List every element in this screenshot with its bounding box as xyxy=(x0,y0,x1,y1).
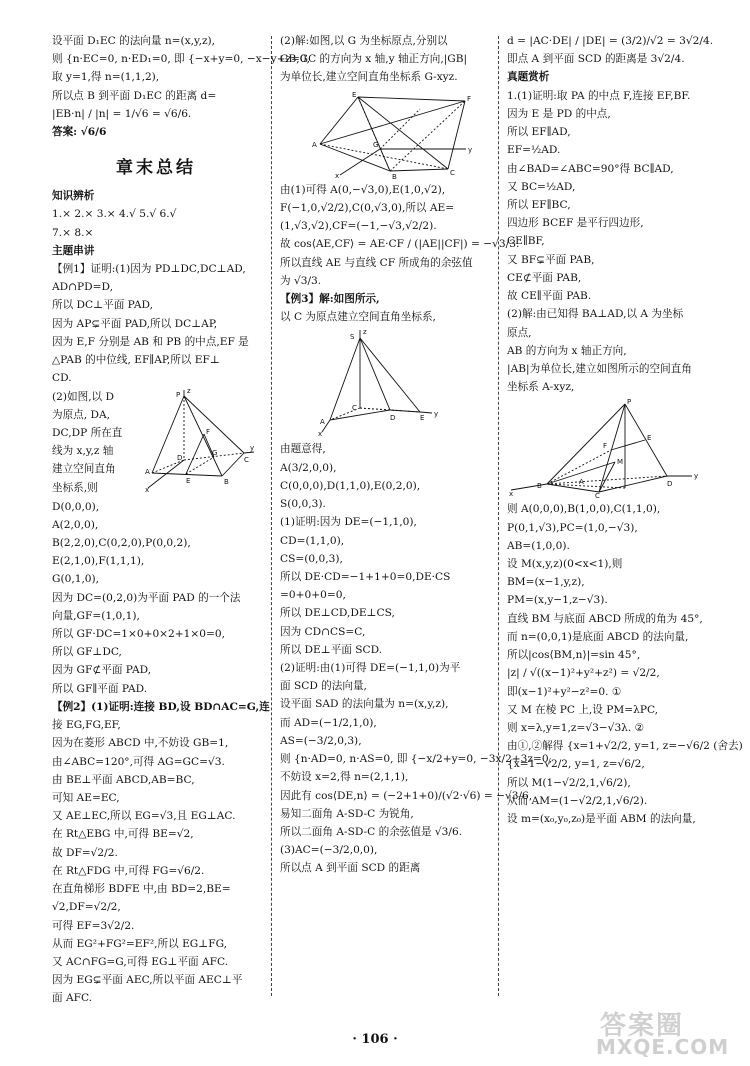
watermark-url: MXQE.COM xyxy=(596,1035,730,1059)
text-line: BM=(x−1,y,z), xyxy=(507,576,585,589)
text-line: 即(x−1)²+y²−z²=0. ① xyxy=(507,685,622,698)
svg-text:C: C xyxy=(352,404,357,413)
text-line: 故 DF=√2/2. xyxy=(52,846,118,859)
text-line: 1.× 2.× 3.× 4.√ 5.√ 6.√ xyxy=(52,208,177,221)
svg-text:A: A xyxy=(312,140,317,149)
text-line: 坐标系 A-xyz, xyxy=(507,381,575,394)
text-line: 又 AC∩FG=G,可得 EG⊥平面 AFC. xyxy=(52,955,229,968)
solution-block-top xyxy=(52,32,311,141)
text-line: 坐标系,则 xyxy=(52,481,98,494)
svg-text:S: S xyxy=(350,333,355,342)
text-line: E(2,1,0),F(1,1,1), xyxy=(52,555,145,568)
text-line: P(0,1,√3),PC=(1,0,−√3), xyxy=(507,521,638,534)
text-line: 所以 EF∥AD, xyxy=(507,126,571,139)
text-line: 在 Rt△EBG 中,可得 BE=√2, xyxy=(52,828,194,841)
svg-text:E: E xyxy=(647,434,652,443)
text-line: 【例1】证明:(1)因为 PD⊥DC,DC⊥AD, xyxy=(52,262,246,275)
watermark-text: 答案圈 xyxy=(600,1011,685,1041)
text-line: 设平面 D₁EC 的法向量 n=(x,y,z), xyxy=(52,35,216,47)
text-line: 因为 AP⊊平面 PAD,所以 DC⊥AP, xyxy=(52,317,218,330)
svg-text:G: G xyxy=(212,448,218,457)
text-line: 所以 GF⊥DC, xyxy=(52,646,122,659)
text-line: 所以 GF∥平面 PAD. xyxy=(52,682,148,695)
text-line: 所以|cos⟨BM,n⟩|=sin 45°, xyxy=(507,649,641,662)
svg-text:y: y xyxy=(468,145,473,154)
text-line: B(2,2,0),C(0,2,0),P(0,0,2), xyxy=(52,536,191,549)
pyramid-figure-1 xyxy=(144,388,256,496)
text-line: 由题意得, xyxy=(280,443,326,456)
pyramid-figure-4 xyxy=(507,398,707,501)
text-line: 所以 DE⊥CD,DE⊥CS, xyxy=(280,607,395,620)
svg-text:z: z xyxy=(187,386,191,395)
example1-figure-block xyxy=(52,388,260,498)
text-line: 又 M 在棱 PC 上,设 PM=λPC, xyxy=(507,703,659,716)
svg-text:F: F xyxy=(467,94,472,103)
text-line: (1)证明:因为 DE=(−1,1,0), xyxy=(280,516,417,529)
text-line: 所以 GF·DC=1×0+0×2+1×0=0, xyxy=(52,628,226,641)
svg-text:B: B xyxy=(392,172,397,181)
svg-text:B: B xyxy=(224,477,229,486)
text-line: 所以点 B 到平面 D₁EC 的距离 d= xyxy=(52,89,217,102)
text-line: 因为 DC=(0,2,0)为平面 PAD 的一个法 xyxy=(52,591,241,604)
text-line: 因为在菱形 ABCD 中,不妨设 GB=1, xyxy=(52,737,229,750)
text-line: CS=(0,0,3), xyxy=(280,552,343,565)
answer-line: 答案: √6/6 xyxy=(52,126,107,139)
text-line: AB 的方向为 x 轴正方向, xyxy=(507,344,627,357)
text-line: 易知二面角 A-SD-C 为锐角, xyxy=(280,807,414,820)
example1-2-and-example2 xyxy=(52,498,270,1008)
chapter-summary-heading: 章末总结 xyxy=(116,158,196,179)
text-line: =0+0+0=0, xyxy=(280,589,346,602)
text-line: EF=½AD. xyxy=(507,144,561,157)
text-line: 为原点, DA, xyxy=(52,408,111,421)
svg-text:D: D xyxy=(390,414,396,423)
text-line: GB,GC 的方向为 x 轴,y 轴正方向,|GB| xyxy=(280,53,468,66)
section-label: 主题串讲 xyxy=(52,244,95,257)
text-line: 由(1)可得 A(0,−√3,0),E(1,0,√2), xyxy=(280,183,446,196)
text-line: 直线 BM 与底面 ABCD 所成的角为 45°, xyxy=(507,612,703,625)
svg-text:B: B xyxy=(537,482,542,491)
text-line: 因为 EG⊊平面 AEC,所以平面 AEC⊥平 xyxy=(52,974,243,987)
text-line: 而 AD=(−1/2,1,0), xyxy=(280,716,377,729)
section-label: 知识辨析 xyxy=(52,190,95,203)
text-line: |EB·n| / |n| = 1/√6 = √6/6. xyxy=(52,107,192,120)
svg-text:y: y xyxy=(694,472,699,481)
text-line: {x=1−√2/2, y=1, z=√6/2, xyxy=(507,758,645,771)
text-line: 建立空间直角 xyxy=(52,463,116,476)
text-line: F(−1,0,√2/2),C(0,√3,0),所以 AE= xyxy=(280,201,455,214)
text-line: 因为 E,F 分别是 AB 和 PB 的中点,EF 是 xyxy=(52,335,249,348)
text-line: 则 A(0,0,0),B(1,0,0),C(1,1,0), xyxy=(507,503,661,516)
text-line: CD. xyxy=(52,372,72,385)
svg-text:E: E xyxy=(352,90,357,99)
text-line: 故 CE∥平面 PAB. xyxy=(507,290,592,303)
text-line: 由 BE⊥平面 ABCD,AB=BC, xyxy=(52,773,195,786)
pyramid-figure-2 xyxy=(280,89,480,179)
text-line: 在直角梯形 BDFE 中,由 BD=2,BE= xyxy=(52,883,231,896)
text-line: 以 C 为原点建立空间直角坐标系, xyxy=(280,311,436,324)
column-divider-left xyxy=(271,36,272,996)
text-line: AS=(−3/2,0,3), xyxy=(280,734,362,747)
svg-text:A: A xyxy=(320,418,325,427)
text-line: 所以 DC⊥平面 PAD, xyxy=(52,299,153,312)
text-line: 由∠BAD=∠ABC=90°得 BC∥AD, xyxy=(507,162,674,175)
text-line: 面 AFC. xyxy=(52,992,93,1005)
text-line: CE⊄平面 PAB, xyxy=(507,271,582,284)
text-line: 则 {n·EC=0, n·ED₁=0, 即 {−x+y=0, −x−y+z=0, xyxy=(52,53,311,66)
text-line: 由①,②解得 {x=1+√2/2, y=1, z=−√6/2 (舍去) xyxy=(507,740,743,753)
text-line: △PAB 的中位线, EF∥AP,所以 EF⊥ xyxy=(52,354,220,367)
text-line: d = |AC·DE| / |DE| = (3/2)/√2 = 3√2/4. xyxy=(507,35,714,47)
text-line: 则 x=λ,y=1,z=√3−√3λ. ② xyxy=(507,722,645,734)
svg-text:C: C xyxy=(450,168,455,177)
text-line: 面 SCD 的法向量, xyxy=(280,680,367,693)
svg-text:x: x xyxy=(145,485,150,494)
svg-text:C: C xyxy=(244,455,249,464)
text-line: 所以直线 AE 与直线 CF 所成角的余弦值 xyxy=(280,256,473,269)
text-line: 设 M(x,y,z)(0<x<1),则 xyxy=(507,558,623,571)
svg-text:D: D xyxy=(177,453,183,462)
svg-text:M: M xyxy=(617,458,624,467)
text-line: 可知 AE=EC, xyxy=(52,792,120,805)
text-line: 不妨设 x=2,得 n=(2,1,1), xyxy=(280,771,409,784)
text-line: 故 cos⟨AE,CF⟩ = AE·CF / (|AE||CF|) = −√3/3. xyxy=(280,238,520,251)
text-line: (2)如图,以 D xyxy=(52,390,115,403)
text-line: 从而 AM=(1−√2/2,1,√6/2). xyxy=(507,794,648,807)
text-line: 线为 x,y,z 轴 xyxy=(52,445,114,458)
page-number: · 106 · xyxy=(352,1032,398,1047)
text-line: (1,√3,√2),CF=(−1,−√3,√2/2). xyxy=(280,220,437,233)
text-line: (2)证明:由(1)可得 DE=(−1,1,0)为平 xyxy=(280,662,461,675)
text-line: 由∠ABC=120°,可得 AG=GC=√3. xyxy=(52,755,225,768)
text-line: 所以 DE·CD=−1+1+0=0,DE·CS xyxy=(280,570,451,583)
text-line: A(2,0,0), xyxy=(52,518,99,531)
text-line: 设 m=(x₀,y₀,z₀)是平面 ABM 的法向量, xyxy=(507,813,696,826)
text-line: 即点 A 到平面 SCD 的距离是 3√2/4. xyxy=(507,53,685,66)
text-line: (2)解:由已知得 BA⊥AD,以 A 为坐标 xyxy=(507,308,684,321)
text-line: 因为 GF⊄平面 PAD, xyxy=(52,664,152,677)
text-line: 设平面 SAD 的法向量为 n=(x,y,z), xyxy=(280,698,449,711)
text-line: 可得 EF=3√2/2. xyxy=(52,919,135,932)
svg-text:F: F xyxy=(603,442,608,451)
svg-text:x: x xyxy=(509,490,514,499)
text-line: CE∥BF, xyxy=(507,235,545,248)
text-line: S(0,0,3). xyxy=(280,498,326,511)
text-line: 为 √3/3. xyxy=(280,274,322,287)
text-line: CD=(1,1,0), xyxy=(280,534,345,547)
text-line: 为单位长,建立空间直角坐标系 G-xyz. xyxy=(280,71,458,84)
text-line: 而 n=(0,0,1)是底面 ABCD 的法向量, xyxy=(507,630,689,643)
example-label: 【例2】(1)证明:连接 BD,设 BD∩AC=G,连 xyxy=(52,700,270,713)
text-line: 接 EG,FG,EF, xyxy=(52,719,121,732)
svg-text:y: y xyxy=(250,443,255,452)
watermark-logo xyxy=(560,1005,745,1063)
section-label: 真题赏析 xyxy=(507,71,550,84)
text-line: 所以二面角 A-SD-C 的余弦值是 √3/6. xyxy=(280,826,463,838)
svg-text:A: A xyxy=(579,478,584,487)
text-line: 四边形 BCEF 是平行四边形, xyxy=(507,217,644,230)
text-line: |AB|为单位长,建立如图所示的空间直角 xyxy=(507,362,692,375)
text-line: DC,DP 所在直 xyxy=(52,426,123,439)
text-line: 取 y=1,得 n=(1,1,2), xyxy=(52,71,160,84)
text-line: 因为 CD∩CS=C, xyxy=(280,625,366,638)
text-line: AB=(1,0,0). xyxy=(507,539,570,552)
svg-text:z: z xyxy=(363,328,367,337)
svg-text:E: E xyxy=(186,476,191,485)
text-line: 又 BC=½AD, xyxy=(507,180,576,193)
text-line: |z| / √((x−1)²+y²+z²) = √2/2, xyxy=(507,667,660,680)
text-line: (3)AC=(−3/2,0,0), xyxy=(280,844,378,857)
svg-text:x: x xyxy=(318,430,323,439)
text-line: (2)解:如图,以 G 为坐标原点,分别以 xyxy=(280,35,448,47)
text-line: 因为 E 是 PD 的中点, xyxy=(507,107,611,120)
text-line: C(0,0,0),D(1,1,0),E(0,2,0), xyxy=(280,479,421,492)
example-label: 【例3】解:如图所示, xyxy=(280,292,380,305)
svg-text:x: x xyxy=(335,171,340,180)
text-line: AD∩PD=D, xyxy=(52,281,114,294)
text-line: 从而 EG²+FG²=EF²,所以 EG⊥FG, xyxy=(52,937,228,950)
figure-side-text xyxy=(52,388,144,497)
svg-text:F: F xyxy=(206,427,211,436)
text-line: 7.× 8.× xyxy=(52,226,94,239)
text-line: 所以 DE⊥平面 SCD. xyxy=(280,643,383,656)
svg-text:P: P xyxy=(627,398,632,407)
text-line: 在 Rt△FDG 中,可得 FG=√6/2. xyxy=(52,864,205,877)
column-divider-right xyxy=(498,36,499,996)
text-line: 又 BF⊊平面 PAB, xyxy=(507,253,595,266)
text-line: 向量,GF=(1,0,1), xyxy=(52,609,140,622)
pyramid-figure-3 xyxy=(280,328,480,438)
text-line: A(3/2,0,0), xyxy=(280,461,337,474)
text-line: D(0,0,0), xyxy=(52,500,100,513)
svg-text:A: A xyxy=(145,467,150,476)
text-line: 又 AE⊥EC,所以 EG=√3,且 EG⊥AC. xyxy=(52,810,236,823)
svg-text:E: E xyxy=(420,414,425,423)
text-line: 1.(1)证明:取 PA 的中点 F,连接 EF,BF. xyxy=(507,89,691,102)
svg-text:C: C xyxy=(595,492,600,501)
summary-block xyxy=(52,187,260,387)
text-line: G(0,1,0), xyxy=(52,573,100,586)
text-line: 所以点 A 到平面 SCD 的距离 xyxy=(280,862,421,875)
text-line: 原点, xyxy=(507,326,532,339)
text-line: 所以 M(1−√2/2,1,√6/2), xyxy=(507,776,631,789)
text-line: 所以 EF∥BC, xyxy=(507,198,571,211)
text-line: 因此有 cos⟨DE,n⟩ = (−2+1+0)/(√2·√6) = −√3/6, xyxy=(280,789,533,802)
text-line: PM=(x,y−1,z−√3). xyxy=(507,594,608,607)
text-line: √2,DF=√2/2, xyxy=(52,901,121,914)
svg-text:P: P xyxy=(176,390,181,399)
svg-text:D: D xyxy=(667,480,673,489)
column-right xyxy=(507,32,743,828)
svg-text:G: G xyxy=(373,140,379,149)
text-line: 则 {n·AD=0, n·AS=0, 即 {−x/2+y=0, −3x/2+3z=0, xyxy=(280,753,552,766)
svg-text:y: y xyxy=(434,410,439,419)
